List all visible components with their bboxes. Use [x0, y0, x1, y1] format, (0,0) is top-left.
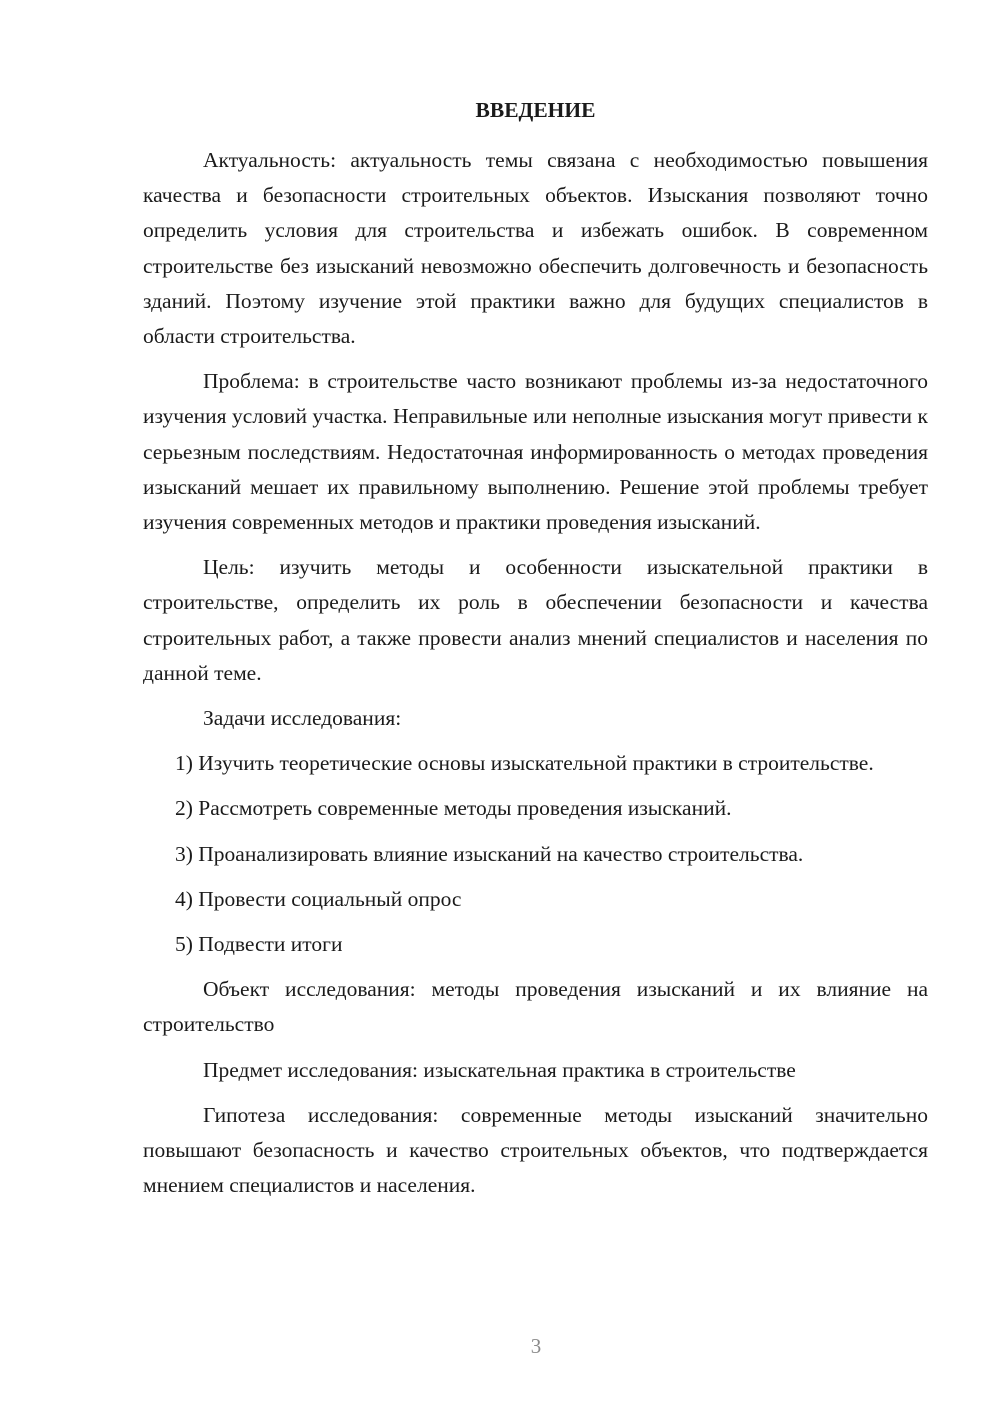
- paragraph-goal: Цель: изучить методы и особенности изыскательной практики в строительстве, определить их роль в обеспечении безопасности и качества строительных работ, а также провести анализ мнений специалистов и населения по данной теме.: [143, 555, 928, 685]
- paragraph-relevance: Актуальность: актуальность темы связана с необходимостью повышения качества и безопасности строительных объектов. Изыскания позволяют точно определить условия для строительства и избежать ошибок. В современном строительстве без изысканий невозможно обеспечить долговечность и безопасность зданий. Поэтому изучение этой практики важно для будущих специалистов в области строительства.: [143, 148, 928, 349]
- task-item-5: 5) Подвести итоги: [175, 932, 343, 957]
- tasks-heading: Задачи исследования:: [203, 706, 402, 731]
- paragraph-hypothesis: Гипотеза исследования: современные методы изысканий значительно повышают безопасность и качество строительных объектов, что подтверждается мнением специалистов и населения.: [143, 1102, 928, 1198]
- paragraph-subject: Предмет исследования: изыскательная практика в строительстве: [203, 1057, 796, 1082]
- task-item-2: 2) Рассмотреть современные методы проведения изысканий.: [175, 796, 732, 821]
- document-page: [143, 93, 928, 1203]
- paragraph-object: Объект исследования: методы проведения изысканий и их влияние на строительство: [143, 977, 928, 1037]
- paragraph-problem: Проблема: в строительстве часто возникают проблемы из-за недостаточного изучения условий участка. Неправильные или неполные изыскания могут привести к серьезным последствиям. Недостаточная информированность о методах проведения изысканий мешает их правильному выполнению. Решение этой проблемы требует изучения современных методов и практики проведения изысканий.: [143, 369, 928, 535]
- task-item-3: 3) Проанализировать влияние изысканий на качество строительства.: [175, 841, 804, 866]
- task-item-4: 4) Провести социальный опрос: [175, 886, 462, 911]
- task-item-1: 1) Изучить теоретические основы изыскательной практики в строительстве.: [175, 751, 874, 776]
- page-number: 3: [530, 1334, 542, 1358]
- page-title: ВВЕДЕНИЕ: [475, 98, 596, 122]
